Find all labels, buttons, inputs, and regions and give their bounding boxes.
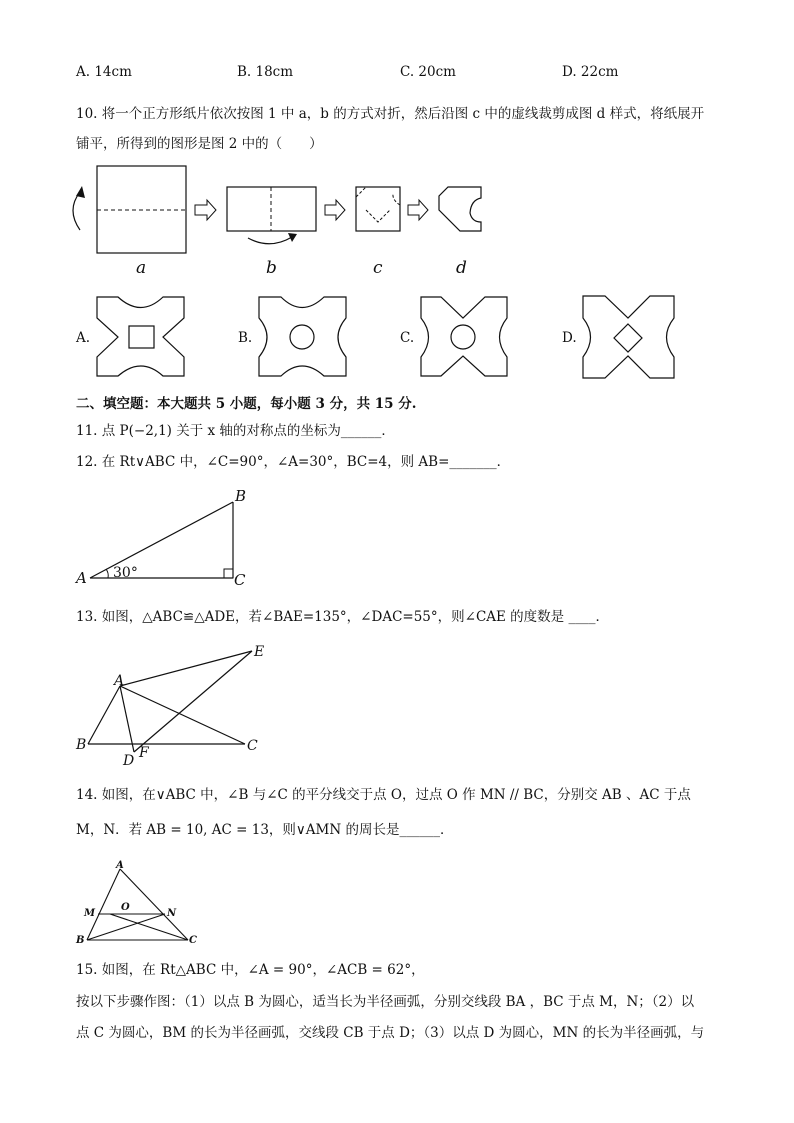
q14-text-line2: M，N．若 AB = 10, AC = 13，则∨AMN 的周长是______． [76,822,454,838]
q10-option-a-label: A. [76,330,91,346]
q9-option-d: D. 22cm [562,64,619,80]
q14-label-a: A [116,860,124,871]
q10-fig-label-a: a [136,258,147,278]
q10-fig-label-b: b [266,258,277,278]
q11-text: 11. 点 P(−2,1) 关于 x 轴的对称点的坐标为______． [76,423,395,439]
q14-label-b: B [76,935,85,946]
q10-text-line2: 铺平，所得到的图形是图 2 中的（ ） [76,136,323,152]
q13-label-e: E [254,644,265,660]
q14-label-o: O [121,902,130,913]
q15-text-line3: 点 C 为圆心，BM 的长为半径画弧，交线段 CB 于点 D；（3）以点 D 为圆心，MN 的长为半径画弧，与 [76,1025,705,1041]
q10-option-c-label: C. [400,330,415,346]
q9-option-c: C. 20cm [400,64,456,80]
q12-label-b: B [235,487,247,505]
q14-label-c: C [189,935,197,946]
q12-angle-label: 30° [113,565,138,581]
q13-label-a: A [114,673,125,689]
q10-fig-label-d: d [456,258,467,278]
q10-text-line1: 10. 将一个正方形纸片依次按图 1 中 a，b 的方式对折，然后沿图 c 中的虚线裁剪成图 d 样式，将纸展开 [76,106,705,122]
section-2-title: 二、填空题：本大题共 5 小题，每小题 3 分，共 15 分. [76,396,417,412]
q12-label-c: C [234,571,246,589]
q10-option-b-label: B. [238,330,253,346]
q9-option-a: A. 14cm [76,64,132,80]
q12-label-a: A [76,569,87,587]
q10-fig-label-c: c [373,258,383,278]
q13-label-d: D [123,753,135,769]
q15-text-line1: 15. 如图，在 Rt△ABC 中，∠A = 90°，∠ACB = 62°， [76,962,425,978]
q14-label-m: M [84,908,96,919]
q13-text: 13. 如图，△ABC≌△ADE，若∠BAE=135°，∠DAC=55°，则∠CAE 的度数是 ____． [76,609,609,625]
q14-label-n: N [167,908,177,919]
q9-option-b: B. 18cm [237,64,294,80]
q12-text: 12. 在 Rt∨ABC 中，∠C=90°，∠A=30°，BC=4，则 AB=_______． [76,454,511,470]
q14-text-line1: 14. 如图，在∨ABC 中，∠B 与∠C 的平分线交于点 O，过点 O 作 MN // BC，分别交 AB 、AC 于点 [76,787,691,803]
q15-text-line2: 按以下步骤作图：（1）以点 B 为圆心，适当长为半径画弧，分别交线段 BA ，BC 于点 M，N；（2）以 [76,994,695,1010]
q13-label-f: F [139,745,149,761]
q13-label-c: C [247,738,258,754]
q10-option-d-label: D. [562,330,577,346]
q13-label-b: B [76,737,87,753]
